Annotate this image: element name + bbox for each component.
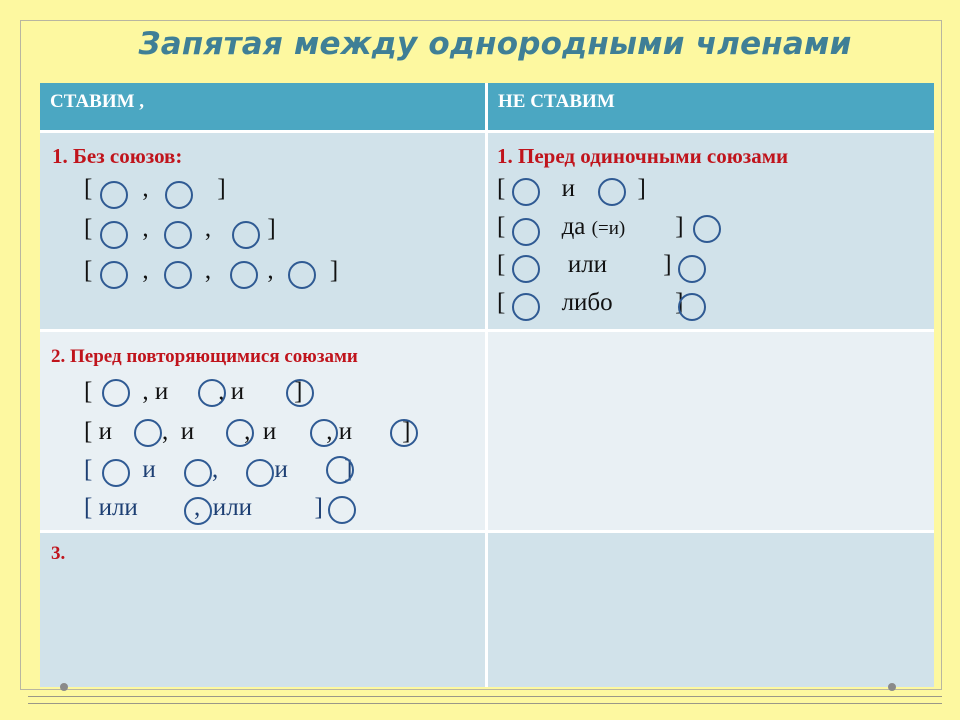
member-circle-icon [164, 221, 192, 249]
member-circle-icon [184, 497, 212, 525]
row1-left-cell [40, 133, 485, 329]
member-circle-icon [693, 215, 721, 243]
member-circle-icon [134, 419, 162, 447]
pattern-line: [ либо ] [497, 289, 684, 316]
member-circle-icon [184, 459, 212, 487]
pattern-line: [ и ] [497, 175, 646, 202]
section1-number: 1. [52, 144, 68, 168]
section2-heading: 2. Перед повторяющимися союзами [51, 346, 358, 367]
member-circle-icon [226, 419, 254, 447]
row2-left-cell [40, 332, 485, 530]
pattern-line: [ , , , ] [84, 257, 339, 284]
bottom-rule [28, 703, 942, 704]
corner-dot [60, 683, 68, 691]
member-circle-icon [328, 496, 356, 524]
member-circle-icon [246, 459, 274, 487]
bottom-rule [28, 696, 942, 697]
member-circle-icon [232, 221, 260, 249]
member-circle-icon [100, 261, 128, 289]
header-right: НЕ СТАВИМ [488, 83, 934, 130]
pattern-line: [ и , и , и , и ] [84, 418, 411, 445]
row2-right-cell [488, 332, 934, 530]
section3-heading: 3. [51, 543, 66, 564]
section1-heading [52, 144, 182, 169]
member-circle-icon [512, 178, 540, 206]
member-circle-icon [678, 255, 706, 283]
member-circle-icon [102, 459, 130, 487]
member-circle-icon [198, 379, 226, 407]
member-circle-icon [164, 261, 192, 289]
pattern-bracket: ] [675, 213, 684, 240]
pattern-line: [ или ] [497, 251, 672, 278]
row3-left-cell [40, 533, 485, 687]
member-circle-icon [598, 178, 626, 206]
pattern-line: [ , и , и ] [84, 378, 303, 405]
pattern-text: [ да [497, 213, 586, 240]
pattern-line: [ и , и ] [84, 456, 353, 483]
section1-title: Без союзов: [73, 144, 183, 168]
comparison-table [40, 83, 934, 687]
member-circle-icon [165, 181, 193, 209]
member-circle-icon [100, 221, 128, 249]
member-circle-icon [390, 419, 418, 447]
member-circle-icon [512, 293, 540, 321]
member-circle-icon [326, 456, 354, 484]
pattern-line: [ или , или ] [84, 494, 323, 521]
pattern-line: [ , , ] [84, 215, 276, 242]
corner-dot [888, 683, 896, 691]
member-circle-icon [678, 293, 706, 321]
row3-right-cell [488, 533, 934, 687]
pattern-line: [ , ] [84, 175, 226, 202]
pattern-note: (=и) [591, 218, 626, 239]
slide-title: Запятая между однородными членами [138, 26, 852, 62]
header-left: СТАВИМ , [40, 83, 485, 130]
member-circle-icon [310, 419, 338, 447]
member-circle-icon [512, 218, 540, 246]
member-circle-icon [286, 379, 314, 407]
member-circle-icon [512, 255, 540, 283]
member-circle-icon [100, 181, 128, 209]
row1-right-cell [488, 133, 934, 329]
member-circle-icon [230, 261, 258, 289]
member-circle-icon [288, 261, 316, 289]
member-circle-icon [102, 379, 130, 407]
right-section1-heading: 1. Перед одиночными союзами [497, 144, 789, 168]
